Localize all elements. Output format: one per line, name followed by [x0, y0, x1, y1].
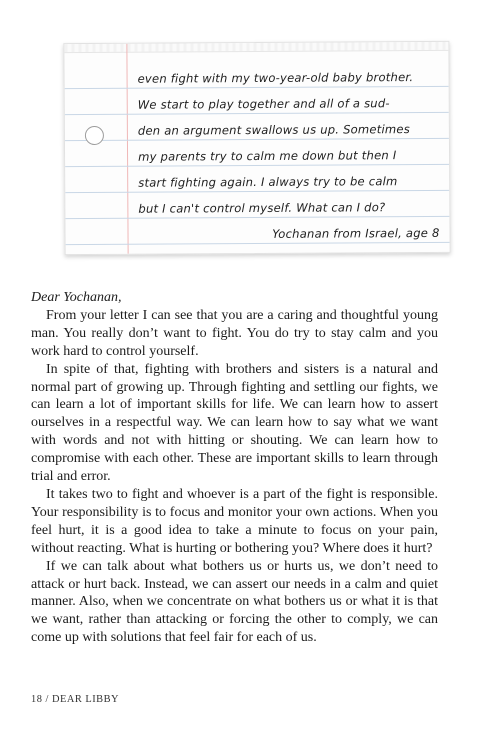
- note-signature: Yochanan from Israel, age 8: [272, 225, 440, 241]
- note-line-1: even fight with my two-year-old baby brother.: [137, 70, 414, 86]
- binder-hole-icon: [85, 126, 104, 145]
- letter-paragraph: From your letter I can see that you are a caring and thoughtful young man. You really don’t want to fight. You do try to stay calm and you work hard to control yourself.: [31, 307, 438, 359]
- letter-paragraph: If we can talk about what bothers us or hurts us, we don’t need to attack or hurt back. Instead, we can assert our needs in a calm and quiet manner. Also, when we concentrate on what bothers us or what it is that we want, rather than attacking or forcing the other to comply, we can come up with solutions that feel fair for each of us.: [31, 558, 438, 646]
- handwritten-note: [63, 41, 450, 255]
- note-rule-line: [65, 190, 449, 193]
- note-line-3: den an argument swallows us up. Sometimes: [137, 122, 411, 138]
- note-margin-line: [126, 44, 128, 254]
- note-rule-line: [65, 112, 449, 115]
- note-line-6: but I can't control myself. What can I do?: [138, 200, 386, 216]
- note-line-4: my parents try to calm me down but then I: [138, 148, 397, 164]
- note-rule-line: [65, 86, 449, 89]
- letter-paragraph: It takes two to fight and whoever is a part of the fight is responsible. Your responsibility is to focus and monitor your own actions. When you feel hurt, it is a good idea to take a minute to focus on your pain, without reacting. What is hurting or bothering you? Where does it hurt?: [31, 486, 438, 556]
- note-line-2: We start to play together and all of a sud-: [137, 96, 390, 112]
- note-rule-line: [65, 138, 449, 141]
- note-line-5: start fighting again. I always try to be calm: [138, 174, 398, 190]
- note-rule-line: [65, 164, 449, 167]
- page-footer: 18 / DEAR LIBBY: [31, 694, 120, 705]
- note-rule-line: [65, 216, 449, 219]
- note-rule-line: [66, 242, 450, 245]
- letter-body: [31, 289, 438, 647]
- torn-paper-edge: [64, 42, 448, 53]
- letter-paragraph: In spite of that, fighting with brothers and sisters is a natural and normal part of growing up. Through fighting and settling our fights, we can learn a lot of important skills for life. We can learn how to assert ourselves in a respectful way. We can learn how to say what we want with words and not with hitting or shouting. We can learn how to compromise with each other. These are important skills to learn through trial and error.: [31, 361, 438, 485]
- letter-salutation: Dear Yochanan,: [31, 290, 122, 305]
